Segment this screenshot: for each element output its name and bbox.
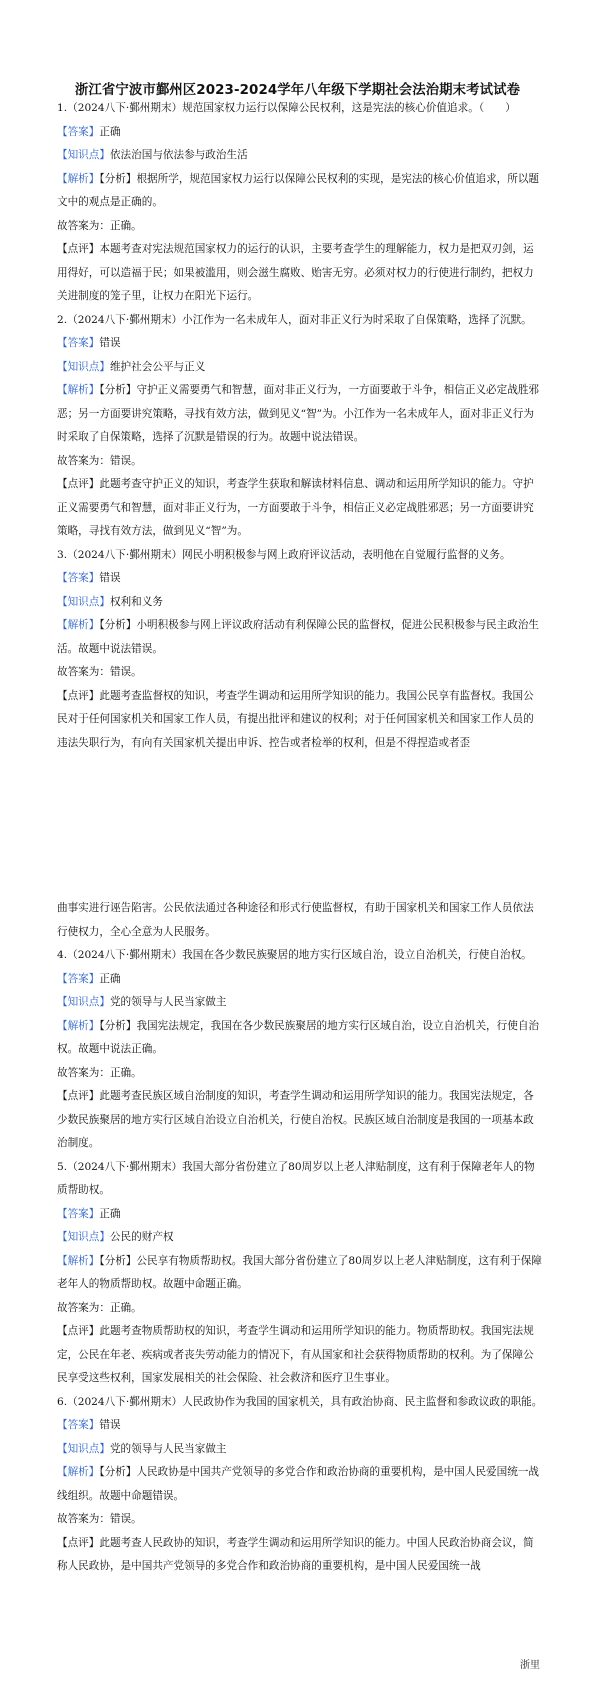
question-stem: 3.（2024八下·鄞州期末）网民小明积极参与网上政府评议活动，表明他在自觉履行监督的义务。 — [57, 548, 511, 561]
page-footer: 浙里 — [520, 1660, 540, 1671]
analysis-text: 【分析】公民享有物质帮助权。我国大部分省份建立了80周岁以上老人津贴制度，这有利于保障老年人的物质帮助权。故题中命题正确。 — [57, 1254, 542, 1290]
comment-text: 本题考查对宪法规范国家权力的运行的认识，主要考查学生的理解能力，权力是把双刃剑，运用得好，可以造福于民；如果被滥用，则会滋生腐败、贻害无穷。必须对权力的行使进行制约，把权力关进制度的笼子里，让权力在阳光下运行。 — [57, 243, 534, 302]
comment-line — [57, 685, 543, 756]
answer-tag: 【答案】 — [57, 125, 100, 138]
answer-line — [57, 332, 543, 356]
analysis-tag: 【解析】 — [57, 1019, 100, 1032]
analysis-tag: 【解析】 — [57, 1466, 100, 1478]
knowledge-line — [57, 1438, 543, 1462]
comment-line — [57, 1085, 543, 1156]
comment-tag: 【点评】 — [57, 1536, 100, 1549]
knowledge-tag: 【知识点】 — [57, 1231, 110, 1243]
question-stem: 2.（2024八下·鄞州期末）小江作为一名未成年人，面对非正义行为时采取了自保策略，选择了沉默。 — [57, 313, 532, 326]
comment-tag: 【点评】 — [57, 1090, 100, 1102]
question-stem: 4.（2024八下·鄞州期末）我国在各少数民族聚居的地方实行区域自治，设立自治机关，行使自治权。 — [57, 949, 532, 961]
answer-value: 错误 — [99, 1419, 121, 1431]
answer-value: 正确 — [99, 972, 121, 985]
answer-line — [57, 968, 543, 992]
knowledge-value: 权利和义务 — [109, 595, 163, 608]
comment-line — [57, 238, 543, 309]
conclusion-line: 故答案为：错误。 — [57, 666, 142, 678]
question-stem: 5.（2024八下·鄞州期末）我国大部分省份建立了80周岁以上老人津贴制度，这有利于保障老年人的物质帮助权。 — [57, 1160, 535, 1196]
question-stem: 6.（2024八下·鄞州期末）人民政协作为我国的国家机关，具有政治协商、民主监督和参政议政的职能。 — [57, 1395, 543, 1408]
answer-value: 错误 — [99, 337, 121, 349]
comment-tag: 【点评】 — [57, 1325, 100, 1337]
knowledge-tag: 【知识点】 — [57, 360, 110, 373]
knowledge-tag: 【知识点】 — [57, 1442, 110, 1455]
conclusion-line: 故答案为：错误。 — [57, 454, 142, 467]
question-list — [57, 97, 543, 755]
question-stem: 1.（2024八下·鄞州期末）规范国家权力运行以保障公民权利，这是宪法的核心价值追求。（ ） — [57, 102, 516, 114]
comment-line — [57, 1532, 543, 1579]
comment-text: 此题考查物质帮助权的知识，考查学生调动和运用所学知识的能力。物质帮助权。我国宪法规定，公民在年老、疾病或者丧失劳动能力的情况下，有从国家和社会获得物质帮助的权利。为了保障公民享受这些权利，国家发展相关的社会保险、社会救济和医疗卫生事业。 — [57, 1325, 534, 1384]
knowledge-tag: 【知识点】 — [57, 149, 110, 161]
knowledge-line — [57, 144, 543, 168]
analysis-tag: 【解析】 — [57, 172, 100, 185]
analysis-line — [57, 379, 543, 450]
knowledge-value: 党的领导与人民当家做主 — [109, 996, 227, 1008]
knowledge-value: 依法治国与依法参与政治生活 — [109, 149, 248, 161]
knowledge-value: 维护社会公平与正义 — [109, 360, 206, 373]
comment-text: 此题考查监督权的知识，考查学生调动和运用所学知识的能力。我国公民享有监督权。我国公民对于任何国家机关和国家工作人员，有提出批评和建议的权利；对于任何国家机关和国家工作人员的违法失职行为，有向有关国家机关提出申诉、控告或者检举的权利，但是不得捏造或者歪 — [57, 689, 534, 749]
analysis-line — [57, 614, 543, 661]
answer-tag: 【答案】 — [57, 1419, 100, 1431]
analysis-line — [57, 1250, 543, 1297]
analysis-text: 【分析】我国宪法规定，我国在各少数民族聚居的地方实行区域自治，设立自治机关，行使自治权。故题中说法正确。 — [57, 1019, 540, 1055]
answer-value: 正确 — [99, 125, 121, 138]
comment-tag: 【点评】 — [57, 478, 100, 490]
comment-text: 此题考查人民政协的知识，考查学生调动和运用所学知识的能力。中国人民政治协商会议，简称人民政协，是中国共产党领导的多党合作和政治协商的重要机构，是中国人民爱国统一战 — [57, 1536, 534, 1572]
answer-line — [57, 121, 543, 145]
comment-text: 此题考查守护正义的知识，考查学生获取和解读材料信息、调动和运用所学知识的能力。守护正义需要勇气和智慧，面对非正义行为，一方面要敢于斗争，相信正义必定战胜邪恶；另一方面要讲究策略，寻找有效方法，做到见义“智”为。 — [57, 478, 534, 537]
comment-tag: 【点评】 — [57, 689, 100, 702]
comment-line — [57, 473, 543, 544]
comment-line — [57, 1320, 543, 1391]
analysis-line — [57, 1015, 543, 1062]
analysis-tag: 【解析】 — [57, 384, 100, 396]
comment-continuation: 曲事实进行诬告陷害。公民依法通过各种途径和形式行使监督权，有助于国家机关和国家工作人员依法行使权力，全心全意为人民服务。 — [57, 902, 534, 938]
answer-tag: 【答案】 — [57, 1207, 100, 1220]
conclusion-line: 故答案为：正确。 — [57, 1066, 142, 1079]
answer-tag: 【答案】 — [57, 572, 100, 584]
question-list-continued — [57, 897, 543, 1579]
answer-value: 正确 — [99, 1207, 121, 1220]
knowledge-tag: 【知识点】 — [57, 595, 110, 608]
answer-line — [57, 1414, 543, 1438]
analysis-text: 【分析】小明积极参与网上评议政府活动有利保障公民的监督权，促进公民积极参与民主政治生活。故题中说法错误。 — [57, 619, 540, 655]
knowledge-line — [57, 1226, 543, 1250]
analysis-line — [57, 1461, 543, 1508]
knowledge-line — [57, 991, 543, 1015]
answer-tag: 【答案】 — [57, 972, 100, 985]
knowledge-line — [57, 591, 543, 615]
analysis-text: 【分析】人民政协是中国共产党领导的多党合作和政治协商的重要机构，是中国人民爱国统一战线组织。故题中命题错误。 — [57, 1466, 540, 1502]
knowledge-value: 党的领导与人民当家做主 — [109, 1442, 227, 1455]
analysis-tag: 【解析】 — [57, 619, 100, 631]
comment-tag: 【点评】 — [57, 243, 100, 255]
knowledge-line — [57, 356, 543, 380]
analysis-tag: 【解析】 — [57, 1254, 100, 1267]
analysis-line — [57, 168, 543, 215]
answer-tag: 【答案】 — [57, 337, 100, 349]
conclusion-line: 故答案为：错误。 — [57, 1513, 142, 1525]
conclusion-line: 故答案为：正确。 — [57, 219, 142, 232]
page-title: 浙江省宁波市鄞州区2023-2024学年八年级下学期社会法治期末考试试卷 — [74, 83, 521, 98]
answer-line — [57, 1203, 543, 1227]
analysis-text: 【分析】根据所学，规范国家权力运行以保障公民权利的实现，是宪法的核心价值追求，所以题文中的观点是正确的。 — [57, 172, 540, 208]
conclusion-line: 故答案为：正确。 — [57, 1301, 142, 1314]
answer-value: 错误 — [99, 572, 121, 584]
knowledge-value: 公民的财产权 — [109, 1231, 174, 1243]
comment-text: 此题考查民族区域自治制度的知识，考查学生调动和运用所学知识的能力。我国宪法规定，各少数民族聚居的地方实行区域自治设立自治机关，行使自治权。民族区域自治制度是我国的一项基本政治制度。 — [57, 1090, 534, 1149]
knowledge-tag: 【知识点】 — [57, 996, 110, 1008]
answer-line — [57, 567, 543, 591]
analysis-text: 【分析】守护正义需要勇气和智慧，面对非正义行为，一方面要敢于斗争，相信正义必定战胜邪恶；另一方面要讲究策略，寻找有效方法，做到见义“智”为。小江作为一名未成年人，面对非正义行为时采取了自保策略，选择了沉默是错误的行为。故题中说法错误。 — [57, 384, 540, 443]
